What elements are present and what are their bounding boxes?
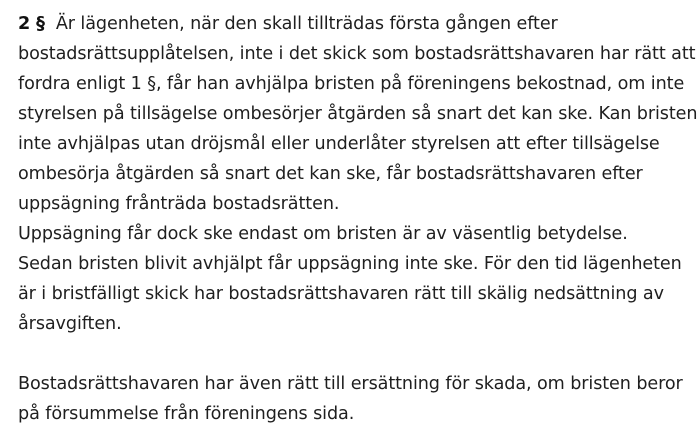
paragraph-2: Uppsägning får dock ske endast om bristen är av väsentlig betydelse. (18, 224, 628, 244)
paragraph-3: Sedan bristen blivit avhjälpt får uppsägning inte ske. För den tid lägenheten är i bristfälligt skick har bostadsrättshavaren rätt till skälig nedsättning av årsavgiften. (18, 254, 682, 334)
paragraph-1-text: Är lägenheten, när den skall tillträdas första gången efter bostadsrättsupplåtelsen, inte i det skick som bostadsrättshavaren har rätt att fordra enligt 1 §, får han avhjälpa bristen på föreningens bekostnad, om inte styrelsen på tillsägelse ombesörjer åtgärden så snart det kan ske. Kan bristen inte avhjälpas utan dröjsmål eller underlåter styrelsen att efter tillsägelse ombesörja åtgärden så snart det kan ske, får bostadsrättshavaren efter uppsägning frånträda bostadsrätten. (18, 14, 698, 214)
document-body (18, 9, 698, 429)
paragraph-4: Bostadsrättshavaren har även rätt till ersättning för skada, om bristen beror på försummelse från föreningens sida. (18, 374, 683, 424)
section-number: 2 § (18, 14, 45, 34)
paragraph-gap (18, 339, 698, 369)
paragraph-1 (18, 9, 698, 219)
